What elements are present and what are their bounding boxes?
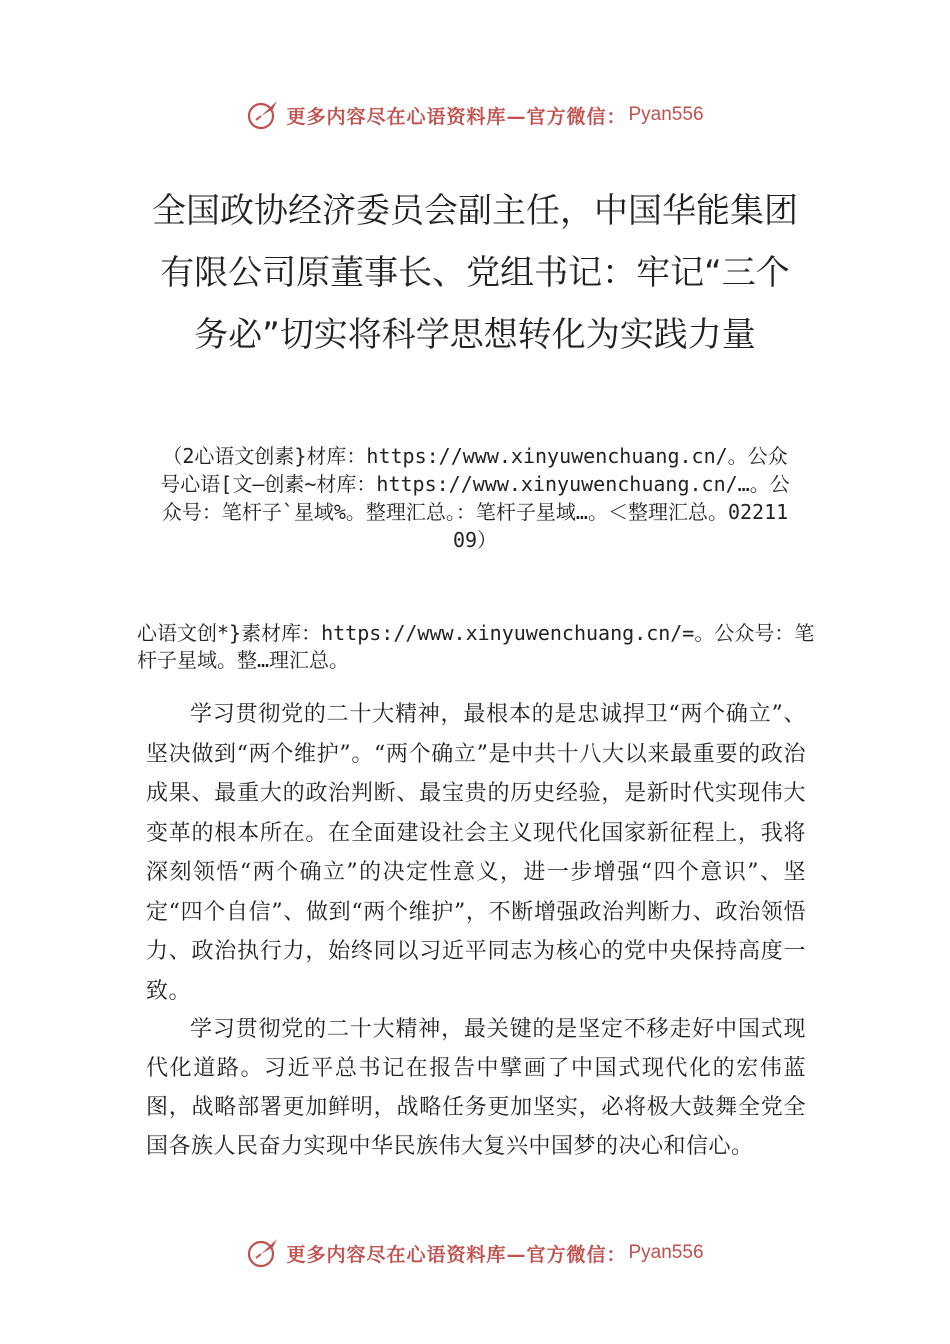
document-title: 全国政协经济委员会副主任，中国华能集团有限公司原董事长、党组书记：牢记“三个务必”切实将科学思想转化为实践力量 xyxy=(152,191,798,355)
body-paragraph-1: 学习贯彻党的二十大精神，最根本的是忠诚捍卫“两个确立”、坚决做到“两个维护”。“两个确立”是中共十八大以来最重要的政治成果、最重大的政治判断、最宝贵的历史经验，是新时代实现伟大变革的根本所在。在全面建设社会主义现代化国家新征程上，我将深刻领悟“两个确立”的决定性意义，进一步增强“四个意识”、坚定“四个自信”、做到“两个维护”，不断增强政治判断力、政治领悟力、政治执行力，始终同以习近平同志为核心的党中央保持高度一致。 xyxy=(146,702,806,1004)
watermark-wechat-id: Pyan556 xyxy=(628,1242,704,1263)
watermark-text: 更多内容尽在心语资料库—官方微信： xyxy=(286,1243,627,1266)
watermark-text: 更多内容尽在心语资料库—官方微信： xyxy=(286,105,627,128)
pen-logo-icon xyxy=(246,1236,280,1270)
watermark-wechat-id: Pyan556 xyxy=(628,104,704,125)
pen-logo-icon xyxy=(246,98,280,132)
body-paragraph-2: 学习贯彻党的二十大精神，最关键的是坚定不移走好中国式现代化道路。习近平总书记在报告中擘画了中国式现代化的宏伟蓝图，战略部署更加鲜明，战略任务更加坚实，必将极大鼓舞全党全国各族人民奋力实现中华民族伟大复兴中国梦的决心和信心。 xyxy=(146,1017,806,1159)
source-meta: （2心语文创素}材库：https://www.xinyuwenchuang.cn/。公众号心语[文—创素~材库：https://www.xinyuwenchuang.cn/…。公众号：笔杆子`星域%。整理汇总。：笔杆子星域…。＜整理汇总。0221109） xyxy=(160,444,790,552)
watermark-banner-bottom xyxy=(0,1233,950,1273)
watermark-banner-top xyxy=(0,95,950,135)
source-note: 心语文创*}素材库：https://www.xinyuwenchuang.cn/=。公众号：笔杆子星域。整…理汇总。 xyxy=(137,621,815,672)
